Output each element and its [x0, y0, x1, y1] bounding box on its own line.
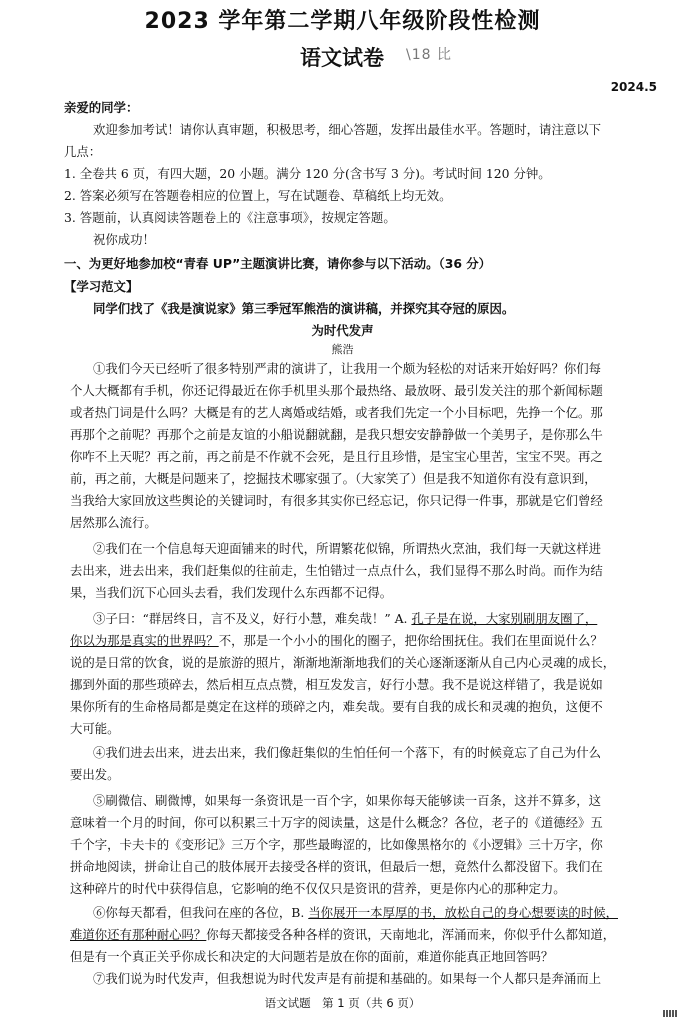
speech-line: 个人大概都有手机，你还记得最近在你手机里头那个最热络、最放呀、最引发关注的那个新闻标题 [70, 383, 603, 398]
speech-line: 大可能。 [70, 721, 120, 736]
scan-mark-icon [663, 1010, 677, 1017]
speech-line: 当我给大家回放这些舆论的关键词时，有很多其实你已经忘记，你只记得一件事，那就是它们曾经 [70, 493, 603, 508]
speech-line: 果，当我们沉下心回头去看，我们发现什么东西都不记得。 [70, 585, 393, 600]
wish-text: 祝你成功！ [93, 232, 155, 247]
intro-line: 欢迎参加考试！请你认真审题，积极思考，细心答题，发挥出最佳水平。答题时，请注意以下 [93, 122, 602, 137]
speech-line: 前，再之前，大概是问题来了，挖掘技术哪家强了。（大家笑了）但是我不知道你有没有意识到， [70, 471, 597, 486]
section-tag: 【学习范文】 [64, 279, 139, 294]
speech-title: 为时代发声 [311, 323, 374, 338]
exam-subtitle: 语文试卷 [300, 46, 384, 70]
section-heading: 一、为更好地参加校“青春 UP”主题演讲比赛，请你参与以下活动。（36 分） [64, 256, 492, 271]
speech-line: 但是有一个真正关乎你成长和决定的大问题若是放在你的面前，难道你能真正地回答吗？ [70, 949, 554, 964]
underlined-sentence-a: 你以为那是真实的世界吗？ [70, 633, 219, 648]
underlined-sentence-b: 当你展开一本厚厚的书，放松自己的身心想要读的时候， [308, 905, 618, 920]
speech-line: 拼命地阅读，拼命让自己的肢体展开去接受各样的资讯，但最后一想，竟然什么都没留下。我们在 [70, 859, 603, 874]
greeting: 亲爱的同学： [64, 100, 139, 115]
speech-line [70, 924, 658, 946]
speech-line: 或者热门词是什么吗？大概是有的艺人离婚或结婚，或者我们先定一个小目标吧，先挣一个亿。那 [70, 405, 603, 420]
instruction-item: 1. 全卷共 6 页，有四大题，20 小题。满分 120 分(含书写 3 分)。考试时间 120 分钟。 [64, 166, 551, 181]
speech-line: ④我们进去出来，进去出来，我们像赶集似的生怕任何一个落下，有的时候竟忘了自己为什么 [93, 745, 602, 760]
speech-line: 居然那么流行。 [70, 515, 157, 530]
speech-line: 挪到外面的那些琐碎去，然后相互点点赞，相互发发言，好行小慧。我不是说这样错了，我是说如 [70, 677, 603, 692]
handwritten-stamp: \18 比 [406, 47, 452, 63]
speech-line [93, 902, 681, 924]
underlined-sentence-a: 孔子是在说，大家别刷朋友圈了， [411, 611, 598, 626]
exam-date: 2024.5 [610, 80, 657, 94]
speech-line: ⑤刷微信、刷微博，如果每一条资讯是一百个字，如果你每天能够读一百条，这并不算多，这 [93, 793, 602, 808]
speech-text: 不，那是一个小小的围化的圈子，把你给围抚住。我们在里面说什么？ [218, 633, 603, 648]
speech-author: 熊浩 [331, 343, 354, 356]
speech-line: 说的是日常的饮食，说的是旅游的照片，渐渐地渐渐地我们的关心逐渐逐渐从自己内心灵魂的成长， [70, 655, 616, 670]
underlined-sentence-b: 难道你还有那种耐心吗？ [70, 927, 207, 942]
speech-line: 去出来，进去出来，我们赶集似的往前走，生怕错过一点点什么，我们显得不那么时尚。而作为结 [70, 563, 603, 578]
instruction-item: 3. 答题前，认真阅读答题卷上的《注意事项》，按规定答题。 [64, 210, 396, 225]
speech-line: 果你所有的生命格局都是奠定在这样的琐碎之内，难矣哉。要有自我的成长和灵魂的抱负，这便不 [70, 699, 603, 714]
speech-line: 意味着一个月的时间，你可以积累三十万字的阅读量，这是什么概念？各位，老子的《道德经》五 [70, 815, 603, 830]
speech-line: 千个字，卡夫卡的《变形记》三万个字，那些最晦涩的，比如像黑格尔的《小逻辑》三十万字，你 [70, 837, 603, 852]
page-footer: 语文试题 第 1 页（共 6 页） [264, 996, 421, 1010]
speech-line: ①我们今天已经听了很多特别严肃的演讲了，让我用一个颇为轻松的对话来开始好吗？你们每 [93, 361, 602, 376]
intro-line: 几点： [64, 144, 102, 159]
exam-title: 2023 学年第二学期八年级阶段性检测 [144, 9, 541, 34]
speech-line: 你咋不上天呢？再之前，再之前是不作就不会死，是且行且珍惜，是宝宝心里苦，宝宝不哭。再之 [70, 449, 603, 464]
speech-line: ②我们在一个信息每天迎面铺来的时代，所谓繁花似锦，所谓热火烹油，我们每一天就这样进 [93, 541, 602, 556]
instruction-item: 2. 答案必须写在答题卷相应的位置上，写在试题卷、草稿纸上均无效。 [64, 188, 452, 203]
speech-line: 这种碎片的时代中获得信息，它影响的绝不仅仅只是资讯的营养，更是你内心的那种定力。 [70, 881, 566, 896]
speech-line [93, 608, 681, 630]
speech-text: ③子曰：“群居终日，言不及义，好行小慧，难矣哉！” A. [93, 611, 412, 626]
speech-text: ⑥你每天都看，但我问在座的各位，B. [93, 905, 309, 920]
section-lead: 同学们找了《我是演说家》第三季冠军熊浩的演讲稿，并探究其夺冠的原因。 [93, 301, 515, 316]
speech-line: 要出发。 [70, 767, 120, 782]
speech-text: 你每天都接受各种各样的资讯，天南地北，浑涌而来，你似乎什么都知道， [206, 927, 616, 942]
speech-line: 再那个之前呢？再那个之前是友谊的小船说翻就翻，是我只想安安静静做一个美男子，是你那么牛 [70, 427, 603, 442]
speech-line [70, 630, 658, 652]
speech-line: ⑦我们说为时代发声，但我想说为时代发声是有前提和基础的。如果每一个人都只是奔涌而上 [93, 971, 602, 986]
